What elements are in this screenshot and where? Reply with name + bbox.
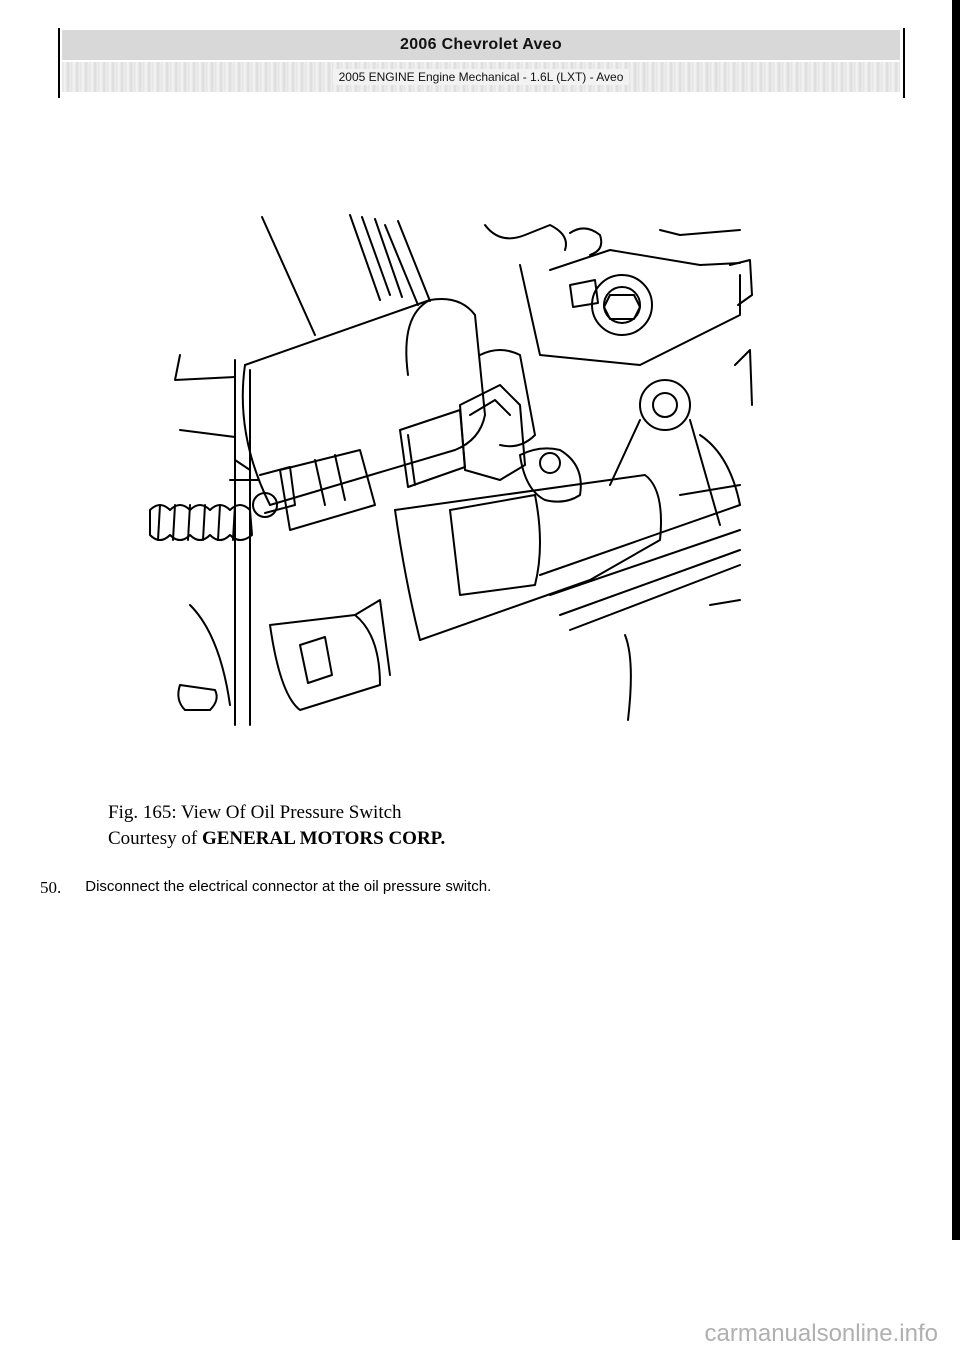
step-text: Disconnect the electrical connector at the oil pressure switch. (85, 878, 492, 895)
cylinder-body (243, 365, 270, 505)
rod-line (385, 221, 430, 305)
lower-bracket (300, 637, 332, 683)
rod-line (262, 217, 315, 335)
filter-housing (395, 475, 661, 640)
subheader-band (62, 62, 900, 92)
bracket-bolt (640, 380, 690, 430)
bolt-head (604, 295, 640, 319)
linkage-arm (700, 435, 740, 505)
site-watermark: carmanualsonline.info (704, 1320, 938, 1347)
bracket-bolt (653, 393, 677, 417)
switch-hex (470, 400, 510, 415)
harness-spring (150, 505, 252, 540)
right-header-rule (903, 28, 905, 98)
figure-caption (108, 800, 445, 852)
filter-cap (450, 495, 540, 595)
bracket-outline (735, 350, 752, 405)
courtesy-prefix: Courtesy of (108, 828, 198, 849)
bracket-outline (570, 228, 601, 255)
mount-bolt (592, 275, 652, 335)
filter-housing (395, 510, 420, 640)
lower-strut (625, 635, 631, 720)
frame-rail (175, 355, 235, 380)
courtesy-company: GENERAL MOTORS CORP. (201, 828, 446, 849)
vehicle-title: 2006 Chevrolet Aveo (400, 36, 562, 53)
header-band (62, 30, 900, 60)
left-header-rule (58, 28, 60, 98)
page-edge-bar (952, 0, 960, 1240)
electrical-connector (280, 450, 375, 530)
engine-block (550, 250, 740, 270)
oil-pressure-switch-illustration (140, 205, 760, 730)
filter-ring (540, 453, 560, 473)
engine-block (520, 265, 740, 365)
linkage-arm (610, 420, 720, 525)
rod-line (350, 215, 402, 300)
bracket-outline (660, 230, 740, 235)
step-number: 50. (40, 878, 62, 897)
cylinder-body (406, 300, 430, 375)
procedure-step (40, 878, 491, 898)
switch-stem (408, 435, 415, 485)
switch-hex (460, 385, 525, 480)
lower-strut (710, 600, 740, 605)
section-title: 2005 ENGINE Engine Mechanical - 1.6L (LXT) - Aveo (333, 69, 630, 85)
filter-ring (520, 448, 581, 501)
oil-pipe (540, 505, 740, 630)
cylinder-ring (480, 350, 535, 446)
lower-bracket (270, 615, 380, 710)
frame-rail (178, 685, 216, 710)
figure-title: Fig. 165: View Of Oil Pressure Switch (108, 802, 402, 823)
bracket-outline (485, 225, 566, 250)
electrical-connector (315, 455, 345, 505)
figure-courtesy (108, 826, 445, 852)
frame-rail (180, 430, 235, 437)
